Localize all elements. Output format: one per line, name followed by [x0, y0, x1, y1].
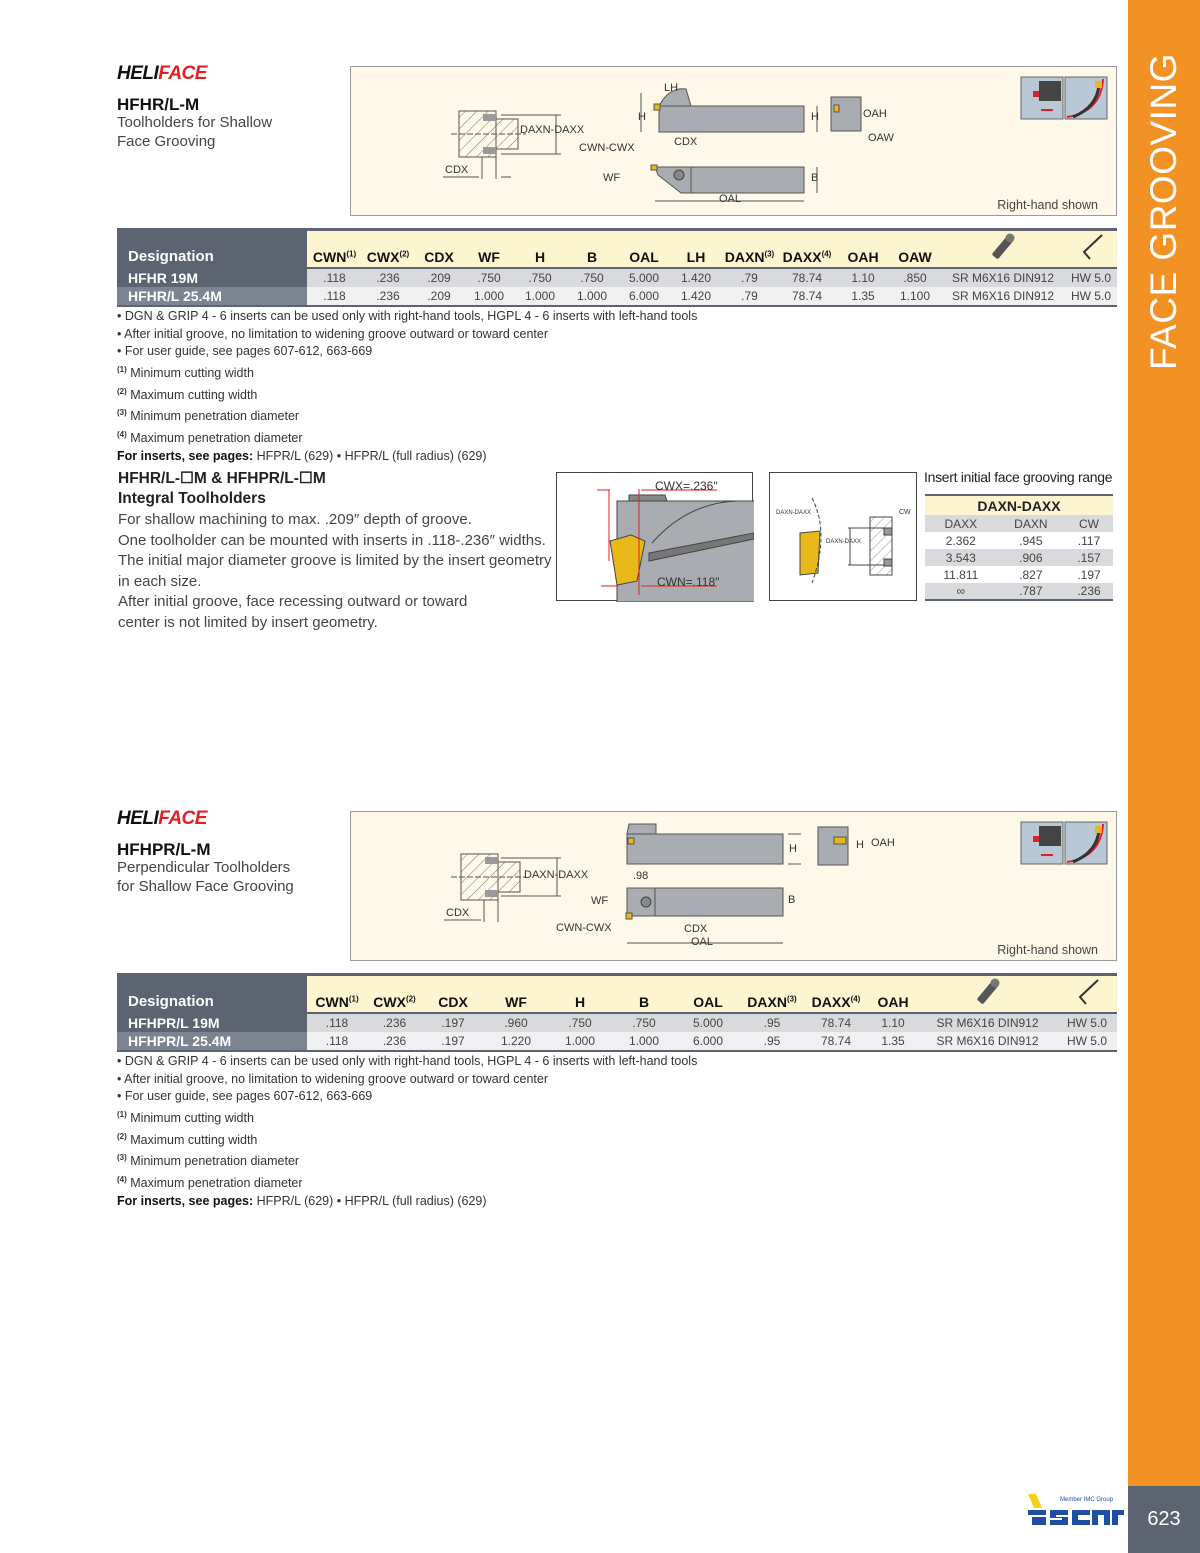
col-oah: OAH [868, 975, 918, 1013]
subtitle-line: Toolholders for Shallow [117, 114, 273, 131]
dim-cwn-cwx: CWN-CWX [556, 922, 612, 934]
cell-cw: .197 [1065, 566, 1113, 583]
cell-designation: HFHPR/L 19M [117, 1013, 307, 1032]
notes-section-1 [117, 308, 697, 465]
product-subtitle [117, 113, 272, 151]
cell-designation: HFHPR/L 25.4M [117, 1032, 307, 1051]
cell-wf: 1.220 [484, 1032, 548, 1051]
cell-lh: 1.420 [670, 287, 722, 306]
cell-cwx: .236 [367, 1032, 422, 1051]
table-header-row [117, 975, 1117, 1013]
col-oah: OAH [837, 230, 889, 268]
integral-description [118, 510, 558, 634]
dim-lh: LH [664, 82, 679, 94]
col-lh: LH [670, 230, 722, 268]
spec-table-hfhr [117, 228, 1117, 307]
daxn-daxx-label: DAXN-DAXX [826, 539, 862, 545]
cell-daxx: 2.362 [925, 532, 997, 549]
cell-daxn: .945 [997, 532, 1065, 549]
footnote-3: $^{(3)}$ Minimum penetration diameter [117, 408, 300, 424]
footnote-1: $^{(1)}$ Minimum cutting width [117, 1109, 254, 1125]
cell-key: HW 5.0 [1065, 268, 1117, 287]
heliface-logo [117, 63, 207, 85]
footnote-2: $^{(2)}$ Maximum cutting width [117, 1131, 258, 1147]
dim-cdx: CDX [445, 164, 469, 176]
footnote-3: $^{(3)}$ Minimum penetration diameter [117, 1153, 300, 1169]
range-row [925, 566, 1113, 583]
table-row [117, 1032, 1117, 1051]
brand-face: FACE [158, 808, 207, 829]
inserts-reference: For inserts, see pages: HFPR/L (629) • HFPR/L (full radius) (629) [117, 448, 487, 463]
insert-width-image [556, 472, 753, 601]
dim-b: B [788, 894, 796, 906]
tool-diagram [350, 66, 1117, 216]
cell-cdx: .197 [422, 1013, 484, 1032]
cell-key: HW 5.0 [1065, 287, 1117, 306]
product-title: HFHR/L-M [117, 95, 200, 114]
iscar-logo [1028, 1490, 1124, 1530]
table-row [117, 287, 1117, 306]
cell-daxx: ∞ [925, 583, 997, 600]
screw-icon [988, 232, 1018, 262]
note-bullet: • DGN & GRIP 4 - 6 inserts can be used only with right-hand tools, HGPL 4 - 6 inserts with left-hand tools [117, 309, 698, 323]
cell-lh: 1.420 [670, 268, 722, 287]
col-daxn: DAXN [997, 515, 1065, 532]
footnote-4: $^{(4)}$ Maximum penetration diameter [117, 1175, 303, 1191]
col-cdx: CDX [422, 975, 484, 1013]
page-number: 623 [1147, 1508, 1181, 1530]
cell-b: 1.000 [566, 287, 618, 306]
cell-cdx: .209 [414, 268, 464, 287]
cell-cwn: .118 [307, 268, 362, 287]
tool-diagram [350, 811, 1117, 961]
col-key [1065, 230, 1117, 268]
notes-section-2 [117, 1053, 697, 1210]
cell-screw: SR M6X16 DIN912 [941, 287, 1065, 306]
hex-key-icon [1076, 232, 1106, 262]
col-daxx: DAXX$^{(4)}$ [777, 230, 837, 268]
col-designation: Designation [117, 975, 307, 1013]
cell-oal: 6.000 [618, 287, 670, 306]
cell-b: .750 [612, 1013, 676, 1032]
cell-screw: SR M6X16 DIN912 [918, 1032, 1057, 1051]
cell-screw: SR M6X16 DIN912 [918, 1013, 1057, 1032]
cell-daxx: 78.74 [804, 1032, 868, 1051]
cell-cw: .157 [1065, 549, 1113, 566]
note-bullet: • For user guide, see pages 607-612, 663-669 [117, 344, 373, 359]
cell-oal: 5.000 [618, 268, 670, 287]
cell-key: HW 5.0 [1057, 1032, 1117, 1051]
col-cwn: CWN$^{(1)}$ [307, 975, 367, 1013]
cell-daxx: 3.543 [925, 549, 997, 566]
col-daxx: DAXX [925, 515, 997, 532]
spec-table-hfhpr [117, 973, 1117, 1052]
integral-title-line: HFHR/L-☐M & HFHPR/L-☐M [118, 470, 326, 487]
page-number-box [1128, 1483, 1200, 1553]
footnote-1: $^{(1)}$ Minimum cutting width [117, 364, 254, 380]
range-row [925, 549, 1113, 566]
imc-member-text: Member IMC Group [1060, 1497, 1114, 1503]
cell-oaw: 1.100 [889, 287, 941, 306]
dim-wf: WF [591, 895, 609, 907]
cell-h: .750 [514, 268, 566, 287]
cell-oal: 5.000 [676, 1013, 740, 1032]
cwn-label: CWN=.118″ [657, 575, 720, 589]
cell-cw: .236 [1065, 583, 1113, 600]
range-header-row [925, 495, 1113, 515]
col-cw: CW [1065, 515, 1113, 532]
cell-daxx: 78.74 [804, 1013, 868, 1032]
col-cwn: CWN$^{(1)}$ [307, 230, 362, 268]
cell-cdx: .209 [414, 287, 464, 306]
col-b: B [566, 230, 618, 268]
col-h: H [514, 230, 566, 268]
table-row [117, 268, 1117, 287]
subtitle-line: for Shallow Face Grooving [117, 878, 294, 895]
cell-cwn: .118 [307, 1032, 367, 1051]
note-bullet: • DGN & GRIP 4 - 6 inserts can be used only with right-hand tools, HGPL 4 - 6 inserts with left-hand tools [117, 1054, 698, 1068]
perpendicular-toolholder-drawing [351, 812, 1118, 962]
hex-key-icon [1072, 977, 1102, 1007]
cwx-label: CWX=.236″ [655, 479, 718, 493]
cell-daxn: .906 [997, 549, 1065, 566]
col-key [1057, 975, 1117, 1013]
dim-daxn-daxx: DAXN-DAXX [524, 869, 589, 881]
cell-oah: 1.10 [868, 1013, 918, 1032]
dim-h: H [789, 843, 797, 855]
cell-screw: SR M6X16 DIN912 [941, 268, 1065, 287]
dim-h: H [638, 111, 646, 123]
cell-cwx: .236 [367, 1013, 422, 1032]
footnote-2: $^{(2)}$ Maximum cutting width [117, 386, 258, 402]
daxn-daxx-label: DAXN-DAXX [776, 510, 812, 516]
cell-cwn: .118 [307, 287, 362, 306]
cell-oaw: .850 [889, 268, 941, 287]
dim-b: B [811, 172, 819, 184]
col-wf: WF [484, 975, 548, 1013]
penetration-drawing [770, 473, 918, 602]
dim-oal: OAL [691, 936, 714, 948]
cell-oah: 1.10 [837, 268, 889, 287]
dim-h: H [811, 111, 819, 123]
inserts-reference: For inserts, see pages: HFPR/L (629) • HFPR/L (full radius) (629) [117, 1193, 487, 1208]
cell-cwx: .236 [362, 287, 414, 306]
note-bullet: • After initial groove, no limitation to widening groove outward or toward center [117, 1071, 548, 1086]
section-tab-label: FACE GROOVING [1143, 53, 1184, 370]
dim-cdx: CDX [674, 136, 698, 148]
insert-range-table [925, 494, 1113, 601]
range-header: DAXN-DAXX [925, 495, 1113, 515]
col-daxn: DAXN$^{(3)}$ [740, 975, 804, 1013]
cell-daxn: .95 [740, 1013, 804, 1032]
dim-oah: OAH [863, 108, 887, 120]
col-b: B [612, 975, 676, 1013]
product-subtitle [117, 858, 294, 896]
dim-98: .98 [633, 870, 649, 882]
cell-cwn: .118 [307, 1013, 367, 1032]
brand-heli: HELI [117, 63, 159, 84]
range-row [925, 532, 1113, 549]
table-header-row [117, 230, 1117, 268]
table-row [117, 1013, 1117, 1032]
col-screw [941, 230, 1065, 268]
note-bullet: • For user guide, see pages 607-612, 663-669 [117, 1089, 373, 1104]
subtitle-line: Perpendicular Toolholders [117, 859, 291, 876]
col-cwx: CWX$^{(2)}$ [362, 230, 414, 268]
footnote-4: $^{(4)}$ Maximum penetration diameter [117, 430, 303, 446]
cell-wf: 1.000 [464, 287, 514, 306]
cell-daxn: .95 [740, 1032, 804, 1051]
dim-oaw: OAW [868, 132, 894, 144]
cell-h: .750 [548, 1013, 612, 1032]
cell-wf: .750 [464, 268, 514, 287]
cell-b: 1.000 [612, 1032, 676, 1051]
col-cwx: CWX$^{(2)}$ [367, 975, 422, 1013]
col-wf: WF [464, 230, 514, 268]
description-line: For shallow machining to max. .209″ depth of groove. [118, 511, 472, 528]
cell-key: HW 5.0 [1057, 1013, 1117, 1032]
col-cdx: CDX [414, 230, 464, 268]
product-title: HFHPR/L-M [117, 840, 211, 859]
col-designation: Designation [117, 230, 307, 268]
cell-daxx: 11.811 [925, 566, 997, 583]
heliface-logo [117, 808, 207, 830]
description-line: in each size. [118, 572, 202, 590]
col-h: H [548, 975, 612, 1013]
dim-cdx: CDX [684, 923, 708, 935]
right-hand-shown-note: Right-hand shown [997, 198, 1098, 212]
screw-icon [973, 977, 1003, 1007]
cell-b: .750 [566, 268, 618, 287]
col-oal: OAL [676, 975, 740, 1013]
col-oaw: OAW [889, 230, 941, 268]
cell-oal: 6.000 [676, 1032, 740, 1051]
dim-wf: WF [603, 172, 621, 184]
range-table-title: Insert initial face grooving range [924, 469, 1113, 485]
col-daxx: DAXX$^{(4)}$ [804, 975, 868, 1013]
cell-wf: .960 [484, 1013, 548, 1032]
cell-oah: 1.35 [868, 1032, 918, 1051]
cell-daxn: .827 [997, 566, 1065, 583]
col-oal: OAL [618, 230, 670, 268]
cell-oah: 1.35 [837, 287, 889, 306]
col-daxn: DAXN$^{(3)}$ [722, 230, 777, 268]
dim-h: H [856, 839, 864, 851]
subtitle-line: Face Grooving [117, 133, 216, 150]
cell-daxn: .79 [722, 268, 777, 287]
cell-designation: HFHR/L 25.4M [117, 287, 307, 306]
range-subheader-row [925, 515, 1113, 532]
description-line: center is not limited by insert geometry. [118, 613, 378, 631]
cell-designation: HFHR 19M [117, 268, 307, 287]
description-line: One toolholder can be mounted with inserts in .118-.236″ widths. [118, 531, 546, 549]
cell-cdx: .197 [422, 1032, 484, 1051]
note-bullet: • After initial groove, no limitation to widening groove outward or toward center [117, 326, 548, 341]
description-line: After initial groove, face recessing outward or toward [118, 593, 468, 611]
brand-heli: HELI [117, 808, 159, 829]
integral-title [118, 469, 326, 509]
cell-daxx: 78.74 [777, 287, 837, 306]
cell-cw: .117 [1065, 532, 1113, 549]
dim-daxn-daxx: DAXN-DAXX [520, 124, 585, 136]
dim-oal: OAL [719, 193, 742, 205]
cell-daxn: .79 [722, 287, 777, 306]
range-row [925, 583, 1113, 600]
integral-title-line: Integral Toolholders [118, 490, 266, 507]
cell-daxx: 78.74 [777, 268, 837, 287]
cell-cwx: .236 [362, 268, 414, 287]
dim-cdx: CDX [446, 907, 470, 919]
cell-h: 1.000 [514, 287, 566, 306]
right-hand-shown-note: Right-hand shown [997, 943, 1098, 957]
dim-oah: OAH [871, 837, 895, 849]
cell-h: 1.000 [548, 1032, 612, 1051]
dim-cwn-cwx: CWN-CWX [579, 142, 635, 154]
penetration-diameter-image [769, 472, 917, 601]
description-line: The initial major diameter groove is limited by the insert geometry [118, 552, 552, 570]
cell-daxn: .787 [997, 583, 1065, 600]
cw-label: CW [899, 509, 911, 516]
col-screw [918, 975, 1057, 1013]
brand-face: FACE [158, 63, 207, 84]
